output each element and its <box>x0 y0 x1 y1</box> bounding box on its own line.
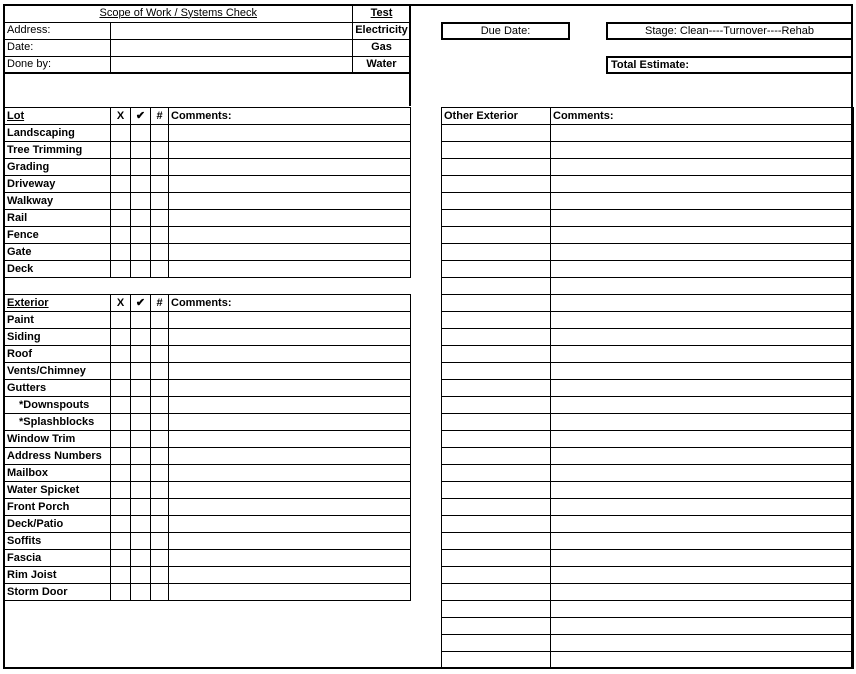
item-label: Landscaping <box>5 125 111 142</box>
item-label: Fascia <box>5 550 111 567</box>
table-row <box>442 635 854 652</box>
x-cell[interactable] <box>111 448 131 465</box>
table-row <box>5 193 411 210</box>
exterior-header: Exterior <box>5 295 111 312</box>
comment-cell[interactable] <box>551 210 854 227</box>
num-cell[interactable] <box>151 329 169 346</box>
num-cell[interactable] <box>151 312 169 329</box>
other-exterior-header: Other Exterior <box>442 108 551 125</box>
check-cell[interactable] <box>131 465 151 482</box>
item-label: Fence <box>5 227 111 244</box>
num-cell[interactable] <box>151 244 169 261</box>
due-date-field[interactable]: Due Date: <box>441 22 570 40</box>
done-by-label: Done by: <box>5 56 111 73</box>
item-label: Soffits <box>5 533 111 550</box>
item-label: Driveway <box>5 176 111 193</box>
item-cell[interactable] <box>442 397 551 414</box>
table-row <box>442 261 854 278</box>
num-cell[interactable] <box>151 448 169 465</box>
comment-cell[interactable] <box>169 380 411 397</box>
num-cell[interactable] <box>151 414 169 431</box>
num-cell[interactable] <box>151 584 169 601</box>
comment-cell[interactable] <box>169 431 411 448</box>
table-row <box>5 499 411 516</box>
num-cell[interactable] <box>151 210 169 227</box>
comment-cell[interactable] <box>551 227 854 244</box>
comment-cell[interactable] <box>169 482 411 499</box>
item-cell[interactable] <box>442 312 551 329</box>
item-cell[interactable] <box>442 244 551 261</box>
col-comments: Comments: <box>169 295 411 312</box>
item-cell[interactable] <box>442 227 551 244</box>
table-row <box>442 295 854 312</box>
comment-cell[interactable] <box>551 193 854 210</box>
comment-cell[interactable] <box>551 363 854 380</box>
table-row <box>442 227 854 244</box>
comment-cell[interactable] <box>169 465 411 482</box>
check-cell[interactable] <box>131 533 151 550</box>
comment-cell[interactable] <box>551 465 854 482</box>
table-row <box>442 363 854 380</box>
comment-cell[interactable] <box>551 380 854 397</box>
check-cell[interactable] <box>131 380 151 397</box>
comment-cell[interactable] <box>169 584 411 601</box>
table-row <box>442 533 854 550</box>
check-cell[interactable] <box>131 210 151 227</box>
comment-cell[interactable] <box>551 618 854 635</box>
comment-cell[interactable] <box>551 159 854 176</box>
table-row <box>5 431 411 448</box>
item-cell[interactable] <box>442 567 551 584</box>
x-cell[interactable] <box>111 567 131 584</box>
num-cell[interactable] <box>151 142 169 159</box>
col-x: X <box>111 295 131 312</box>
item-cell[interactable] <box>442 550 551 567</box>
table-row <box>442 618 854 635</box>
item-cell[interactable] <box>442 465 551 482</box>
table-row <box>442 516 854 533</box>
form-title: Scope of Work / Systems Check <box>5 5 353 22</box>
item-label: Deck/Patio <box>5 516 111 533</box>
date-label: Date: <box>5 39 111 56</box>
comment-cell[interactable] <box>551 601 854 618</box>
comment-cell[interactable] <box>551 635 854 652</box>
comment-cell[interactable] <box>169 210 411 227</box>
address-field[interactable] <box>111 22 353 39</box>
num-cell[interactable] <box>151 346 169 363</box>
table-row <box>5 312 411 329</box>
gas-label[interactable]: Gas <box>353 39 411 56</box>
table-row <box>442 448 854 465</box>
table-row <box>442 652 854 669</box>
num-cell[interactable] <box>151 465 169 482</box>
table-row <box>442 346 854 363</box>
comment-cell[interactable] <box>169 499 411 516</box>
comment-cell[interactable] <box>551 414 854 431</box>
comment-cell[interactable] <box>551 516 854 533</box>
table-row <box>442 601 854 618</box>
item-cell[interactable] <box>442 618 551 635</box>
check-cell[interactable] <box>131 142 151 159</box>
item-cell[interactable] <box>442 363 551 380</box>
x-cell[interactable] <box>111 499 131 516</box>
table-row <box>5 533 411 550</box>
item-label: Roof <box>5 346 111 363</box>
item-cell[interactable] <box>442 176 551 193</box>
item-label: Mailbox <box>5 465 111 482</box>
item-label: Storm Door <box>5 584 111 601</box>
table-row <box>442 465 854 482</box>
table-row <box>5 261 411 278</box>
comment-cell[interactable] <box>169 550 411 567</box>
x-cell[interactable] <box>111 414 131 431</box>
item-label: Gutters <box>5 380 111 397</box>
comment-cell[interactable] <box>169 312 411 329</box>
num-cell[interactable] <box>151 193 169 210</box>
x-cell[interactable] <box>111 176 131 193</box>
comment-cell[interactable] <box>169 227 411 244</box>
item-cell[interactable] <box>442 482 551 499</box>
item-label: Water Spicket <box>5 482 111 499</box>
x-cell[interactable] <box>111 363 131 380</box>
comment-cell[interactable] <box>551 278 854 295</box>
table-row <box>5 244 411 261</box>
comment-cell[interactable] <box>551 533 854 550</box>
table-row <box>442 193 854 210</box>
x-cell[interactable] <box>111 142 131 159</box>
header-bottom-rule <box>4 72 410 74</box>
table-row <box>442 482 854 499</box>
comment-cell[interactable] <box>551 584 854 601</box>
x-cell[interactable] <box>111 312 131 329</box>
table-row <box>5 329 411 346</box>
item-label: Tree Trimming <box>5 142 111 159</box>
comment-cell[interactable] <box>551 329 854 346</box>
comment-cell[interactable] <box>551 448 854 465</box>
table-row <box>5 550 411 567</box>
table-row <box>442 329 854 346</box>
done-by-field[interactable] <box>111 56 353 73</box>
check-cell[interactable] <box>131 482 151 499</box>
table-row <box>442 414 854 431</box>
comment-cell[interactable] <box>169 176 411 193</box>
comment-cell[interactable] <box>551 550 854 567</box>
col-num: # <box>151 108 169 125</box>
num-cell[interactable] <box>151 567 169 584</box>
num-cell[interactable] <box>151 499 169 516</box>
item-cell[interactable] <box>442 159 551 176</box>
col-check: ✔ <box>131 108 151 125</box>
table-row <box>5 465 411 482</box>
x-cell[interactable] <box>111 550 131 567</box>
item-label: Vents/Chimney <box>5 363 111 380</box>
check-cell[interactable] <box>131 125 151 142</box>
check-cell[interactable] <box>131 431 151 448</box>
comment-cell[interactable] <box>169 346 411 363</box>
item-label: Address Numbers <box>5 448 111 465</box>
comment-cell[interactable] <box>169 516 411 533</box>
date-field[interactable] <box>111 39 353 56</box>
comment-cell[interactable] <box>551 176 854 193</box>
table-row <box>5 363 411 380</box>
check-cell[interactable] <box>131 499 151 516</box>
check-cell[interactable] <box>131 193 151 210</box>
table-row <box>442 278 854 295</box>
table-row <box>5 159 411 176</box>
table-row <box>442 176 854 193</box>
num-cell[interactable] <box>151 159 169 176</box>
water-label[interactable]: Water <box>353 56 411 73</box>
table-row <box>442 312 854 329</box>
table-row <box>5 448 411 465</box>
num-cell[interactable] <box>151 482 169 499</box>
lot-header: Lot <box>5 108 111 125</box>
item-cell[interactable] <box>442 533 551 550</box>
col-x: X <box>111 108 131 125</box>
x-cell[interactable] <box>111 210 131 227</box>
num-cell[interactable] <box>151 363 169 380</box>
item-cell[interactable] <box>442 125 551 142</box>
table-row <box>442 499 854 516</box>
table-row <box>442 550 854 567</box>
item-cell[interactable] <box>442 193 551 210</box>
comment-cell[interactable] <box>551 142 854 159</box>
check-cell[interactable] <box>131 567 151 584</box>
item-cell[interactable] <box>442 329 551 346</box>
item-cell[interactable] <box>442 346 551 363</box>
table-row <box>5 176 411 193</box>
table-row <box>5 516 411 533</box>
num-cell[interactable] <box>151 550 169 567</box>
check-cell[interactable] <box>131 516 151 533</box>
x-cell[interactable] <box>111 227 131 244</box>
item-label: Walkway <box>5 193 111 210</box>
table-row <box>5 414 411 431</box>
comment-cell[interactable] <box>551 244 854 261</box>
x-cell[interactable] <box>111 346 131 363</box>
item-label: Deck <box>5 261 111 278</box>
table-row <box>442 142 854 159</box>
check-cell[interactable] <box>131 550 151 567</box>
stage-field[interactable]: Stage: Clean----Turnover----Rehab <box>606 22 853 40</box>
comment-cell[interactable] <box>169 363 411 380</box>
x-cell[interactable] <box>111 244 131 261</box>
comment-cell[interactable] <box>551 397 854 414</box>
item-label: Siding <box>5 329 111 346</box>
x-cell[interactable] <box>111 584 131 601</box>
item-label: Front Porch <box>5 499 111 516</box>
comment-cell[interactable] <box>169 448 411 465</box>
x-cell[interactable] <box>111 465 131 482</box>
comment-cell[interactable] <box>169 159 411 176</box>
comment-cell[interactable] <box>551 295 854 312</box>
comment-cell[interactable] <box>169 329 411 346</box>
comment-cell[interactable] <box>169 244 411 261</box>
item-label: Window Trim <box>5 431 111 448</box>
num-cell[interactable] <box>151 431 169 448</box>
num-cell[interactable] <box>151 397 169 414</box>
comment-cell[interactable] <box>551 567 854 584</box>
item-cell[interactable] <box>442 448 551 465</box>
check-cell[interactable] <box>131 159 151 176</box>
num-cell[interactable] <box>151 380 169 397</box>
check-cell[interactable] <box>131 329 151 346</box>
test-label: Test <box>353 5 411 22</box>
comment-cell[interactable] <box>551 482 854 499</box>
x-cell[interactable] <box>111 193 131 210</box>
check-cell[interactable] <box>131 397 151 414</box>
check-cell[interactable] <box>131 176 151 193</box>
table-row <box>5 125 411 142</box>
table-row <box>5 482 411 499</box>
x-cell[interactable] <box>111 261 131 278</box>
col-check: ✔ <box>131 295 151 312</box>
table-row <box>442 159 854 176</box>
num-cell[interactable] <box>151 516 169 533</box>
table-row <box>442 380 854 397</box>
table-row <box>5 567 411 584</box>
comment-cell[interactable] <box>551 499 854 516</box>
item-cell[interactable] <box>442 499 551 516</box>
table-row <box>5 380 411 397</box>
table-row <box>5 227 411 244</box>
table-row <box>5 210 411 227</box>
num-cell[interactable] <box>151 261 169 278</box>
address-label: Address: <box>5 22 111 39</box>
check-cell[interactable] <box>131 448 151 465</box>
check-cell[interactable] <box>131 312 151 329</box>
check-cell[interactable] <box>131 414 151 431</box>
item-cell[interactable] <box>442 210 551 227</box>
item-label: Rim Joist <box>5 567 111 584</box>
item-cell[interactable] <box>442 278 551 295</box>
x-cell[interactable] <box>111 533 131 550</box>
item-label: *Splashblocks <box>5 414 111 431</box>
x-cell[interactable] <box>111 516 131 533</box>
table-row <box>442 567 854 584</box>
table-row <box>5 397 411 414</box>
table-row <box>5 346 411 363</box>
comment-cell[interactable] <box>169 125 411 142</box>
check-cell[interactable] <box>131 363 151 380</box>
item-cell[interactable] <box>442 635 551 652</box>
x-cell[interactable] <box>111 380 131 397</box>
item-cell[interactable] <box>442 601 551 618</box>
table-row <box>442 244 854 261</box>
comment-cell[interactable] <box>169 142 411 159</box>
comment-cell[interactable] <box>169 414 411 431</box>
col-comments: Comments: <box>169 108 411 125</box>
comment-cell[interactable] <box>551 346 854 363</box>
comment-cell[interactable] <box>551 125 854 142</box>
item-label: Rail <box>5 210 111 227</box>
comment-cell[interactable] <box>169 261 411 278</box>
table-row <box>442 210 854 227</box>
electricity-label[interactable]: Electricity <box>353 22 411 39</box>
check-cell[interactable] <box>131 244 151 261</box>
x-cell[interactable] <box>111 159 131 176</box>
header-table <box>4 5 411 74</box>
comment-cell[interactable] <box>169 567 411 584</box>
x-cell[interactable] <box>111 431 131 448</box>
item-label: Paint <box>5 312 111 329</box>
table-row <box>442 397 854 414</box>
table-row <box>5 142 411 159</box>
comment-cell[interactable] <box>551 312 854 329</box>
x-cell[interactable] <box>111 397 131 414</box>
check-cell[interactable] <box>131 261 151 278</box>
item-cell[interactable] <box>442 380 551 397</box>
item-label: *Downspouts <box>5 397 111 414</box>
comment-cell[interactable] <box>169 193 411 210</box>
comment-cell[interactable] <box>169 397 411 414</box>
lot-table <box>4 107 411 278</box>
comment-cell[interactable] <box>551 652 854 669</box>
col-comments: Comments: <box>551 108 854 125</box>
item-cell[interactable] <box>442 516 551 533</box>
num-cell[interactable] <box>151 533 169 550</box>
other-exterior-table <box>441 107 854 669</box>
item-cell[interactable] <box>442 261 551 278</box>
total-estimate-field[interactable]: Total Estimate: <box>606 56 853 74</box>
comment-cell[interactable] <box>551 261 854 278</box>
check-cell[interactable] <box>131 346 151 363</box>
item-cell[interactable] <box>442 295 551 312</box>
item-label: Gate <box>5 244 111 261</box>
item-cell[interactable] <box>442 584 551 601</box>
table-row <box>442 125 854 142</box>
item-cell[interactable] <box>442 414 551 431</box>
col-num: # <box>151 295 169 312</box>
check-cell[interactable] <box>131 584 151 601</box>
item-cell[interactable] <box>442 431 551 448</box>
item-label: Grading <box>5 159 111 176</box>
num-cell[interactable] <box>151 227 169 244</box>
item-cell[interactable] <box>442 142 551 159</box>
table-row <box>442 431 854 448</box>
exterior-table <box>4 294 411 601</box>
table-row <box>442 584 854 601</box>
table-row <box>5 584 411 601</box>
num-cell[interactable] <box>151 125 169 142</box>
item-cell[interactable] <box>442 652 551 669</box>
x-cell[interactable] <box>111 329 131 346</box>
x-cell[interactable] <box>111 125 131 142</box>
num-cell[interactable] <box>151 176 169 193</box>
comment-cell[interactable] <box>169 533 411 550</box>
comment-cell[interactable] <box>551 431 854 448</box>
check-cell[interactable] <box>131 227 151 244</box>
x-cell[interactable] <box>111 482 131 499</box>
